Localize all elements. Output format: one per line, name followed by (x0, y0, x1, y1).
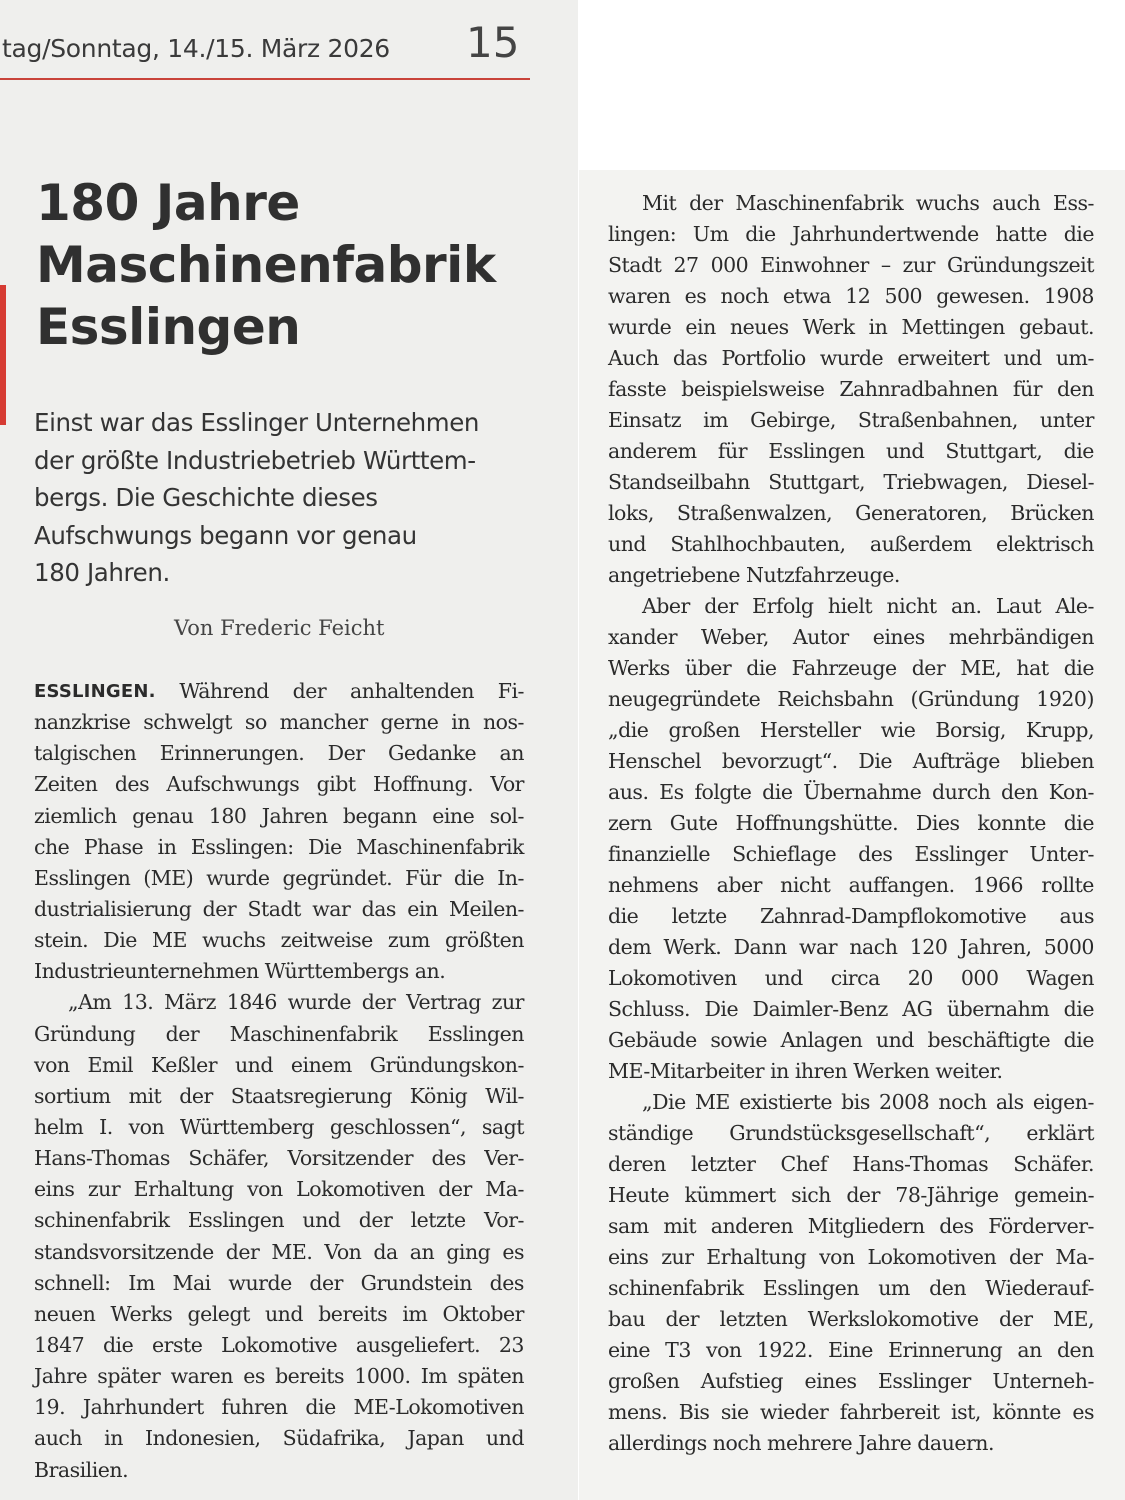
body-line: dem Werk. Dann war nach 120 Jahren, 5000 (608, 935, 1094, 959)
section-marker (0, 285, 6, 425)
body-line: ständige Grundstücksgesellschaft“, erklärt (608, 1121, 1094, 1145)
body-line: Schluss. Die Daimler-Benz AG übernahm die (608, 997, 1094, 1021)
body-line: „Am 13. März 1846 wurde der Vertrag zur (68, 990, 524, 1015)
body-line: angetriebene Nutzfahrzeuge. (608, 563, 900, 587)
header-rule (0, 78, 530, 80)
body-line: schinenfabrik Esslingen und der letzte Vor- (34, 1208, 524, 1233)
body-line: Gründung der Maschinenfabrik Esslingen (34, 1021, 524, 1046)
body-line: che Phase in Esslingen: Die Maschinenfabrik (34, 834, 524, 859)
body-line: Lokomotiven und circa 20 000 Wagen (608, 966, 1094, 990)
body-line: lingen: Um die Jahrhundertwende hatte die (608, 222, 1094, 246)
body-line: Einsatz im Gebirge, Straßenbahnen, unter (608, 408, 1094, 432)
body-line: schnell: Im Mai wurde der Grundstein des (34, 1270, 524, 1295)
body-line: von Emil Keßler und einem Gründungskon- (34, 1052, 524, 1077)
article-lead (34, 404, 534, 592)
body-line: Werks über die Fahrzeuge der ME, hat die (608, 656, 1094, 680)
body-column-right (608, 188, 1094, 1459)
body-line: zern Gute Hoffnungshütte. Dies konnte die (608, 811, 1094, 835)
body-line: bau der letzten Werkslokomotive der ME, (608, 1307, 1094, 1331)
body-line: sortium mit der Staatsregierung König Wil- (34, 1083, 524, 1108)
page-header (0, 14, 530, 80)
body-line: eins zur Erhaltung von Lokomotiven der Ma- (608, 1245, 1094, 1269)
body-line: ME-Mitarbeiter in ihren Werken weiter. (608, 1059, 1003, 1083)
body-line: xander Weber, Autor eines mehrbändigen (608, 625, 1094, 649)
body-line: ESSLINGEN. Während der anhaltenden Fi- (34, 676, 524, 707)
body-line: finanzielle Schieflage des Esslinger Unter- (608, 842, 1094, 866)
body-line: stein. Die ME wuchs zeitweise zum größten (34, 928, 524, 953)
body-line: aus. Es folgte die Übernahme durch den Kon- (608, 780, 1094, 804)
headline-line: Esslingen (36, 298, 301, 356)
lead-line: der größte Industriebetrieb Württem- (34, 445, 476, 475)
body-line: dustrialisierung der Stadt war das ein Meilen- (34, 896, 524, 921)
body-line: Jahre später waren es bereits 1000. Im späten (34, 1364, 524, 1389)
body-line: Mit der Maschinenfabrik wuchs auch Ess- (642, 191, 1094, 215)
body-line: helm I. von Württemberg geschlossen“, sagt (34, 1114, 524, 1139)
body-line: anderem für Esslingen und Stuttgart, die (608, 439, 1094, 463)
body-line: „Die ME existierte bis 2008 noch als eigen- (642, 1090, 1094, 1114)
body-line: schinenfabrik Esslingen um den Wiederauf- (608, 1276, 1094, 1300)
body-line: fasste beispielsweise Zahnradbahnen für den (608, 377, 1094, 401)
body-line: die letzte Zahnrad-Dampflokomotive aus (608, 904, 1094, 928)
body-line: großen Aufstieg eines Esslinger Unterneh- (608, 1369, 1094, 1393)
body-line: Brasilien. (34, 1457, 129, 1482)
body-line: auch in Indonesien, Südafrika, Japan und (34, 1426, 524, 1451)
body-line: nehmens aber nicht auffangen. 1966 rollte (608, 873, 1094, 897)
body-line: ziemlich genau 180 Jahren begann eine sol- (34, 803, 524, 828)
body-line: allerdings noch mehrere Jahre dauern. (608, 1431, 994, 1455)
body-line: Aber der Erfolg hielt nicht an. Laut Ale- (642, 594, 1094, 618)
body-line: 19. Jahrhundert fuhren die ME-Lokomotiven (34, 1395, 524, 1420)
body-line: deren letzter Chef Hans-Thomas Schäfer. (608, 1152, 1094, 1176)
body-column-left (34, 676, 524, 1486)
body-line: „die großen Hersteller wie Borsig, Krupp, (608, 718, 1094, 742)
lead-line: Einst war das Esslinger Unternehmen (34, 408, 480, 437)
body-line: sam mit anderen Mitgliedern des Förderver- (608, 1214, 1094, 1238)
body-line: talgischen Erinnerungen. Der Gedanke an (34, 741, 524, 766)
body-line: neugegründete Reichsbahn (Gründung 1920) (608, 687, 1094, 711)
body-line: Hans-Thomas Schäfer, Vorsitzender des Ver- (34, 1146, 524, 1171)
body-line: Standseilbahn Stuttgart, Triebwagen, Diesel- (608, 470, 1094, 494)
body-line: Heute kümmert sich der 78-Jährige gemein- (608, 1183, 1094, 1207)
issue-date: tag/Sonntag, 14./15. März 2026 (2, 34, 390, 63)
body-line: eine T3 von 1922. Eine Erinnerung an den (608, 1338, 1094, 1362)
body-line: Industrieunternehmen Württembergs an. (34, 959, 446, 984)
body-line: Henschel bevorzugt“. Die Aufträge blieben (608, 749, 1094, 773)
lead-line: bergs. Die Geschichte dieses (34, 483, 378, 512)
body-line: Gebäude sowie Anlagen und beschäftigte die (608, 1028, 1094, 1052)
body-line: nanzkrise schwelgt so mancher gerne in nos- (34, 710, 524, 735)
body-line: wurde ein neues Werk in Mettingen gebaut. (608, 315, 1094, 339)
article-headline (36, 172, 556, 358)
body-line: neuen Werks gelegt und bereits im Oktober (34, 1301, 524, 1326)
body-line: waren es noch etwa 12 500 gewesen. 1908 (608, 284, 1094, 308)
byline: Von Frederic Feicht (174, 616, 385, 640)
body-line: und Stahlhochbauten, außerdem elektrisch (608, 532, 1094, 556)
body-line: loks, Straßenwalzen, Generatoren, Brücken (608, 501, 1094, 525)
headline-line: 180 Jahre (36, 174, 300, 232)
body-line: mens. Bis sie wieder fahrbereit ist, könnte es (608, 1400, 1094, 1424)
headline-line: Maschinenfabrik (36, 236, 496, 294)
body-line: standsvorsitzende der ME. Von da an ging es (34, 1239, 524, 1264)
page-number: 15 (466, 18, 520, 67)
dateline: ESSLINGEN. (34, 681, 156, 702)
body-line: 1847 die erste Lokomotive ausgeliefert. 23 (34, 1332, 524, 1357)
body-line: Stadt 27 000 Einwohner – zur Gründungszeit (608, 253, 1094, 277)
body-line: eins zur Erhaltung von Lokomotiven der Ma- (34, 1177, 524, 1202)
body-line: Auch das Portfolio wurde erweitert und um- (608, 346, 1094, 370)
lead-line: 180 Jahren. (34, 558, 170, 587)
body-line: Zeiten des Aufschwungs gibt Hoffnung. Vor (34, 772, 524, 797)
body-line: Esslingen (ME) wurde gegründet. Für die In- (34, 865, 524, 890)
lead-line: Aufschwungs begann vor genau (34, 520, 417, 550)
